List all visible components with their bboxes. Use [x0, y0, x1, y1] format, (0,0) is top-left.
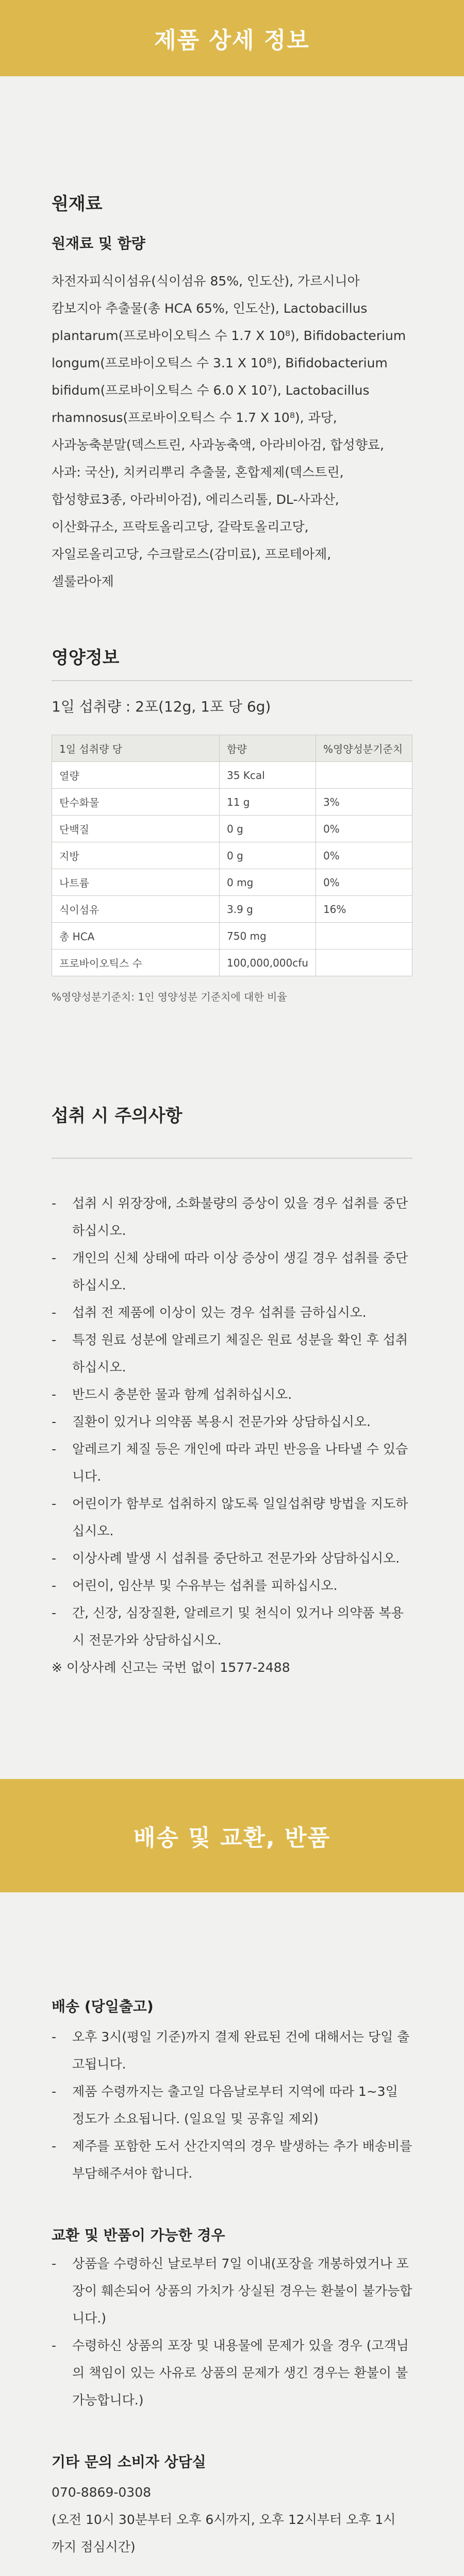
table-cell: 35 Kcal [220, 762, 316, 789]
caution-item: - 섭취 시 위장장애, 소화불량의 증상이 있을 경우 섭취를 중단하십시오. [52, 1196, 408, 1238]
ingredients-section [0, 76, 464, 595]
table-cell: 0% [316, 816, 412, 842]
table-cell: 0 mg [220, 869, 316, 896]
ingredient-line: 사과: 국산), 치커리뿌리 추출물, 혼합제제(덱스트린, [52, 465, 344, 480]
table-cell: 나트륨 [52, 869, 220, 896]
table-row [52, 842, 412, 869]
table-row [52, 923, 412, 950]
ingredient-line: 캄보지아 추출물(총 HCA 65%, 인도산), Lactobacillus [52, 301, 368, 316]
table-cell [316, 762, 412, 789]
table-cell [316, 950, 412, 976]
ingredient-line: 셀룰라아제 [52, 574, 114, 589]
table-row [52, 762, 412, 789]
shipping-item: - 오후 3시(평일 기준)까지 결제 완료된 건에 대해서는 당일 출고됩니다. [52, 2029, 410, 2072]
table-cell: 지방 [52, 842, 220, 869]
caution-list [52, 1190, 412, 1654]
product-info-banner [0, 0, 464, 76]
table-row [52, 896, 412, 923]
table-cell: 11 g [220, 789, 316, 816]
caution-item: - 이상사례 발생 시 섭취를 중단하고 전문가와 상담하십시오. [52, 1551, 400, 1566]
caution-item: - 반드시 충분한 물과 함께 섭취하십시오. [52, 1387, 292, 1402]
caution-item: - 개인의 신체 상태에 따라 이상 증상이 생길 경우 섭취를 중단하십시오. [52, 1250, 408, 1293]
table-cell: 식이섬유 [52, 896, 220, 923]
exchange-title: 교환 및 반품이 가능한 경우 [52, 2227, 225, 2244]
serving-size: 1일 섭취량 : 2포(12g, 1포 당 6g) [52, 698, 271, 715]
ingredients-title: 원재료 [52, 194, 103, 214]
caution-item: - 어린이가 함부로 섭취하지 않도록 일일섭취량 방법을 지도하십시오. [52, 1496, 408, 1538]
caution-item: - 질환이 있거나 의약품 복용시 전문가와 상담하십시오. [52, 1414, 371, 1429]
shipping-section [0, 1892, 464, 2561]
caution-item: - 알레르기 체질 등은 개인에 따라 과민 반응을 나타낼 수 있습니다. [52, 1442, 408, 1484]
table-cell: %영양성분기준치 [316, 735, 412, 762]
caution-item: - 특정 원료 성분에 알레르기 체질은 원료 성분을 확인 후 섭취하십시오. [52, 1332, 408, 1375]
ingredient-line: bifidum(프로바이오틱스 수 6.0 X 10⁷), Lactobacillus [52, 383, 370, 398]
contact-hours: (오전 10시 30분부터 오후 6시까지, 오후 12시부터 오후 1시까지 점심시간) [52, 2512, 396, 2554]
caution-item: - 간, 신장, 심장질환, 알레르기 및 천식이 있거나 의약품 복용 시 전문가와 상담하십시오. [52, 1605, 404, 1648]
nutrition-table [52, 735, 412, 976]
table-cell: 프로바이오틱스 수 [52, 950, 220, 976]
shipping-title: 배송 (당일출고) [52, 1998, 154, 2015]
table-cell: 16% [316, 896, 412, 923]
contact-title: 기타 문의 소비자 상담실 [52, 2453, 206, 2470]
caution-item: - 섭취 전 제품에 이상이 있는 경우 섭취를 금하십시오. [52, 1305, 367, 1320]
table-row [52, 950, 412, 976]
ingredient-line: plantarum(프로바이오틱스 수 1.7 X 10⁸), Bifidobacterium [52, 328, 406, 343]
exchange-item: - 상품을 수령하신 날로부터 7일 이내(포장을 개봉하였거나 포장이 훼손되어 상품의 가치가 상실된 경우는 환불이 불가능합니다.) [52, 2256, 412, 2326]
table-cell: 100,000,000cfu [220, 950, 316, 976]
exchange-item: - 수령하신 상품의 포장 및 내용물에 문제가 있을 경우 (고객님의 책임이 있는 사유로 상품의 문제가 생긴 경우는 환불이 불가능합니다.) [52, 2338, 409, 2408]
table-cell: 3% [316, 789, 412, 816]
table-cell: 0 g [220, 842, 316, 869]
report-notice: ※ 이상사례 신고는 국번 없이 1577-2488 [52, 1660, 290, 1675]
table-cell: 단백질 [52, 816, 220, 842]
ingredient-line: 사과농축분말(덱스트린, 사과농축액, 아라비아검, 합성향료, [52, 437, 384, 452]
nutrition-title: 영양정보 [52, 648, 120, 668]
ingredients-subtitle: 원재료 및 함량 [52, 235, 145, 252]
table-row [52, 789, 412, 816]
ingredients-text [52, 267, 412, 595]
table-header-row [52, 735, 412, 762]
table-cell: 열량 [52, 762, 220, 789]
table-cell: 0% [316, 869, 412, 896]
banner-title: 제품 상세 정보 [154, 27, 310, 54]
table-cell: 총 HCA [52, 923, 220, 950]
shipping-list [52, 2023, 412, 2187]
table-cell: 함량 [220, 735, 316, 762]
table-cell: 1일 섭취량 당 [52, 735, 220, 762]
shipping-item: - 제주를 포함한 도서 산간지역의 경우 발생하는 추가 배송비를 부담해주셔야 합니다. [52, 2139, 412, 2181]
table-cell [316, 923, 412, 950]
ingredient-line: 자일로올리고당, 수크랄로스(감미료), 프로테아제, [52, 547, 332, 562]
shipping-item: - 제품 수령까지는 출고일 다음날로부터 지역에 따라 1~3일 정도가 소요됩니다. (일요일 및 공휴일 제외) [52, 2084, 398, 2126]
exchange-list [52, 2250, 412, 2414]
table-row [52, 869, 412, 896]
caution-item: - 어린이, 임산부 및 수유부는 섭취를 피하십시오. [52, 1578, 338, 1593]
caution-title: 섭취 시 주의사항 [52, 1106, 183, 1126]
table-cell: 탄수화물 [52, 789, 220, 816]
nutrition-section [0, 595, 464, 1004]
table-cell: 750 mg [220, 923, 316, 950]
table-cell: 0% [316, 842, 412, 869]
caution-section [0, 1004, 464, 1681]
ingredient-line: 합성향료3종, 아라비아검), 에리스리톨, DL-사과산, [52, 492, 339, 507]
nutrition-footnote: %영양성분기준치: 1인 영양성분 기준치에 대한 비율 [52, 991, 287, 1003]
table-cell: 0 g [220, 816, 316, 842]
ingredient-line: 차전자피식이섬유(식이섬유 85%, 인도산), 가르시니아 [52, 274, 360, 289]
table-row [52, 816, 412, 842]
ingredient-line: 이산화규소, 프락토올리고당, 갈락토올리고당, [52, 519, 309, 534]
ingredient-line: rhamnosus(프로바이오틱스 수 1.7 X 10⁸), 과당, [52, 410, 337, 425]
table-cell: 3.9 g [220, 896, 316, 923]
ingredient-line: longum(프로바이오틱스 수 3.1 X 10⁸), Bifidobacterium [52, 355, 388, 370]
shipping-banner-title: 배송 및 교환, 반품 [133, 1825, 331, 1851]
shipping-banner [0, 1779, 464, 1892]
contact-phone[interactable]: 070-8869-0308 [52, 2485, 152, 2500]
